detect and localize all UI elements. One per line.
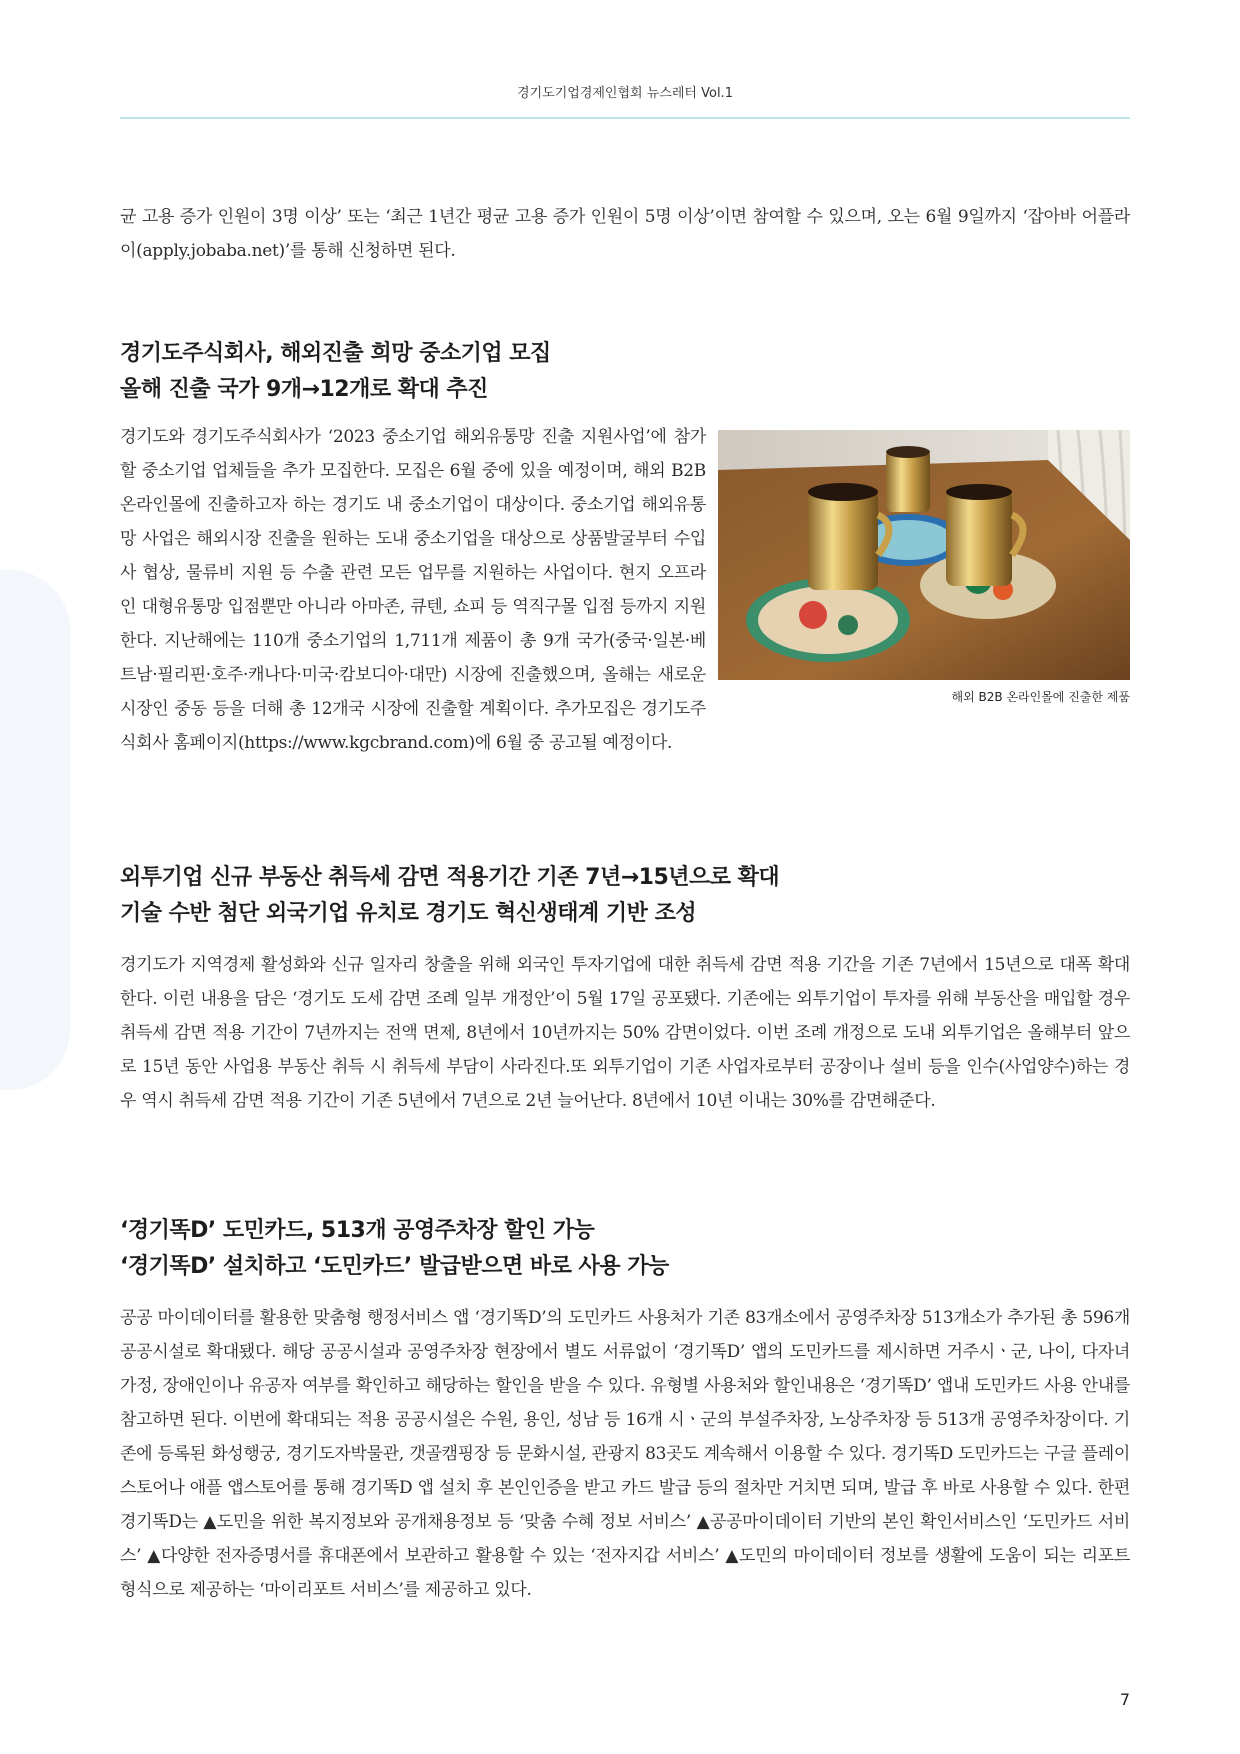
header-rule [120,117,1130,119]
article-3-title [120,1213,1130,1285]
cups-photo-image [718,430,1130,680]
page-number: 7 [1119,1690,1130,1709]
article-1-title-line1: 경기도주식회사, 해외진출 희망 중소기업 모집 [120,341,551,366]
article-3-title-line1: ‘경기똑D’ 도민카드, 513개 공영주차장 할인 가능 [120,1218,595,1243]
article-3-body: 공공 마이데이터를 활용한 맞춤형 행정서비스 앱 ‘경기똑D’의 도민카드 사용처가 기존 83개소에서 공영주차장 513개소가 추가된 총 596개 공공시설로 확대됐다. 해당 공공시설과 공영주차장 현장에서 별도 서류없이 ‘경기똑D’ 앱의 도민카드를 제시하면 거주시ㆍ군, 나이, 다자녀가정, 장애인이나 유공자 여부를 확인하고 해당하는 할인을 받을 수 있다. 유형별 사용처와 할인내용은 ‘경기똑D’ 앱내 도민카드 사용 안내를 참고하면 된다. 이번에 확대되는 적용 공공시설은 수원, 용인, 성남 등 16개 시ㆍ군의 부설주차장, 노상주차장 등 513개 공영주차장이다. 기존에 등록된 화성행궁, 경기도자박물관, 갯골캠핑장 등 문화시설, 관광지 83곳도 계속해서 이용할 수 있다. 경기똑D 도민카드는 구글 플레이스토어나 애플 앱스토어를 통해 경기똑D 앱 설치 후 본인인증을 받고 카드 발급 등의 절차만 거치면 되며, 발급 후 바로 사용할 수 있다. 한편 경기똑D는 ▲도민을 위한 복지정보와 공개채용정보 등 ‘맞춤 수혜 정보 서비스’ ▲공공마이데이터 기반의 본인 확인서비스인 ‘도민카드 서비스’ ▲다양한 전자증명서를 휴대폰에서 보관하고 활용할 수 있는 ‘전자지갑 서비스’ ▲도민의 마이데이터 정보를 생활에 도움이 되는 리포트 형식으로 제공하는 ‘마이리포트 서비스’를 제공하고 있다. [120,1308,1130,1600]
article-2-title [120,860,1130,932]
article-1-title [120,336,1130,408]
newsletter-header: 경기도기업경제인협회 뉴스레터 Vol.1 [517,86,733,101]
article-1-body: 경기도와 경기도주식회사가 ‘2023 중소기업 해외유통망 진출 지원사업’에 참가할 중소기업 업체들을 추가 모집한다. 모집은 6월 중에 있을 예정이며, 해외 B2B 온라인몰에 진출하고자 하는 경기도 내 중소기업이 대상이다. 중소기업 해외유통망 사업은 해외시장 진출을 원하는 도내 중소기업을 대상으로 상품발굴부터 수입사 협상, 물류비 지원 등 수출 관련 모든 업무를 지원하는 사업이다. 현지 오프라인 대형유통망 입점뿐만 아니라 아마존, 큐텐, 쇼피 등 역직구몰 입점 등까지 지원한다. 지난해에는 110개 중소기업의 1,711개 제품이 총 9개 국가(중국·일본·베트남·필리핀·호주·캐나다·미국·캄보디아·대만) 시장에 진출했으며, 올해는 새로운 시장인 중동 등을 더해 총 12개국 시장에 진출할 계획이다. 추가모집은 경기도주식회사 홈페이지(https://www.kgcbrand.com)에 6월 중 공고될 예정이다. [120,427,706,753]
article-2-title-line2: 기술 수반 첨단 외국기업 유치로 경기도 혁신생태계 기반 조성 [120,901,697,926]
article-1-title-line2: 올해 진출 국가 9개→12개로 확대 추진 [120,377,488,402]
article-3-title-line2: ‘경기똑D’ 설치하고 ‘도민카드’ 발급받으면 바로 사용 가능 [120,1254,669,1279]
article-1-photo [718,430,1130,680]
side-decoration [0,570,70,1090]
intro-paragraph: 균 고용 증가 인원이 3명 이상’ 또는 ‘최근 1년간 평균 고용 증가 인원이 5명 이상’이면 참여할 수 있으며, 오는 6월 9일까지 ‘잡아바 어플라이(apply.jobaba.net)’를 통해 신청하면 된다. [120,207,1130,261]
article-1-photo-caption: 해외 B2B 온라인몰에 진출한 제품 [951,690,1130,704]
article-2-title-line1: 외투기업 신규 부동산 취득세 감면 적용기간 기존 7년→15년으로 확대 [120,865,780,890]
article-2-body: 경기도가 지역경제 활성화와 신규 일자리 창출을 위해 외국인 투자기업에 대한 취득세 감면 적용 기간을 기존 7년에서 15년으로 대폭 확대한다. 이런 내용을 담은 ‘경기도 도세 감면 조례 일부 개정안’이 5월 17일 공포됐다. 기존에는 외투기업이 투자를 위해 부동산을 매입할 경우 취득세 감면 적용 기간이 7년까지는 전액 면제, 8년에서 10년까지는 50% 감면이었다. 이번 조례 개정으로 도내 외투기업은 올해부터 앞으로 15년 동안 사업용 부동산 취득 시 취득세 부담이 사라진다.또 외투기업이 기존 사업자로부터 공장이나 설비 등을 인수(사업양수)하는 경우 역시 취득세 감면 적용 기간이 기존 5년에서 7년으로 2년 늘어난다. 8년에서 10년 이내는 30%를 감면해준다. [120,955,1130,1111]
